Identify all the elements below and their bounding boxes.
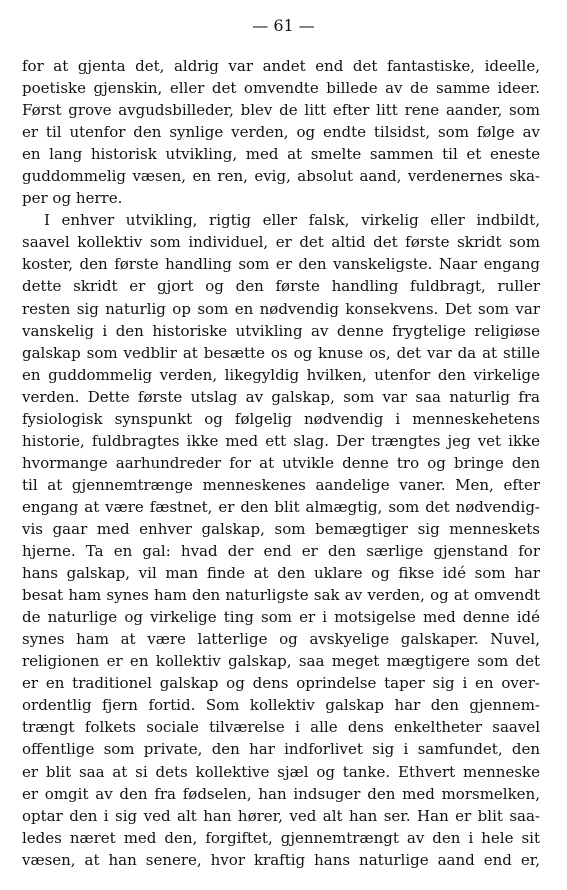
text-line: hjerne. Ta en gal: hvad der end er den særlige gjenstand for	[22, 542, 540, 561]
text-line: guddommelig væsen, en ren, evig, absolut aand, verdenernes ska-	[22, 167, 540, 186]
text-line: trængt folkets sociale tilværelse i alle dens enkeltheter saavel	[22, 718, 540, 737]
text-line: synes ham at være latterlige og avskyelige galskaper. Nuvel,	[22, 630, 540, 649]
text-line: fysiologisk synspunkt og følgelig nødvendig i menneskehetens	[22, 409, 540, 428]
text-line: Først grove avgudsbilleder, blev de litt efter litt rene aander, som	[22, 101, 540, 120]
text-line: engang at være fæstnet, er den blit almægtig, som det nødvendig-	[22, 497, 540, 516]
text-line: besat ham synes ham den naturligste sak av verden, og at omvendt	[22, 586, 540, 605]
text-line: er omgit av den fra fødselen, han indsuger den med morsmelken,	[22, 784, 540, 803]
text-line: en guddommelig verden, likegyldig hvilken, utenfor den virkelige	[22, 365, 540, 384]
text-line: ledes næret med den, forgiftet, gjennemtrængt av den i hele sit	[22, 828, 540, 847]
text-line: en lang historisk utvikling, med at smelte sammen til et eneste	[22, 145, 540, 164]
text-line: vis gaar med enhver galskap, som bemægtiger sig menneskets	[22, 519, 540, 538]
text-line: hvormange aarhundreder for at utvikle denne tro og bringe den	[22, 453, 540, 472]
text-line: for at gjenta det, aldrig var andet end det fantastiske, ideelle,	[22, 57, 540, 75]
text-line: verden. Dette første utslag av galskap, som var saa naturlig fra	[22, 387, 540, 406]
text-line: I enhver utvikling, rigtig eller falsk, virkelig eller indbildt,	[44, 211, 540, 230]
text-line: er blit saa at si dets kollektive sjæl og tanke. Ethvert menneske	[22, 762, 540, 781]
text-line: de naturlige og virkelige ting som er i motsigelse med denne idé	[22, 608, 540, 627]
text-line: religionen er en kollektiv galskap, saa meget mægtigere som det	[22, 652, 540, 671]
text-line: væsen, at han senere, hvor kraftig hans naturlige aand end er,	[22, 850, 540, 869]
text-line: hans galskap, vil man finde at den uklare og fikse idé som har	[22, 564, 540, 583]
text-line: optar den i sig ved alt han hører, ved alt han ser. Han er blit saa-	[22, 806, 540, 825]
text-line: koster, den første handling som er den vanskeligste. Naar engang	[22, 255, 540, 274]
text-line: poetiske gjenskin, eller det omvendte billede av de samme ideer.	[22, 79, 540, 98]
text-line: vanskelig i den historiske utvikling av denne frygtelige religiøse	[22, 321, 540, 340]
text-line: dette skridt er gjort og den første handling fuldbragt, ruller	[22, 277, 540, 296]
text-line: offentlige som private, den har indforlivet sig i samfundet, den	[22, 740, 540, 759]
page-number: — 61 —	[252, 16, 315, 35]
text-line: per og herre.	[22, 189, 123, 208]
text-line: resten sig naturlig op som en nødvendig konsekvens. Det som var	[22, 299, 540, 318]
paragraph-2	[22, 209, 540, 870]
text-line: ordentlig fjern fortid. Som kollektiv galskap har den gjennem-	[22, 696, 540, 715]
text-line: galskap som vedblir at besætte os og knuse os, det var da at stille	[22, 343, 540, 362]
paragraph-1	[22, 55, 540, 209]
text-line: historie, fuldbragtes ikke med ett slag. Der trængtes jeg vet ikke	[22, 431, 540, 450]
text-line: er en traditionel galskap og dens oprindelse taper sig i en over-	[22, 674, 540, 693]
text-line: saavel kollektiv som individuel, er det altid det første skridt som	[22, 233, 540, 252]
text-line: til at gjennemtrænge menneskenes aandelige vaner. Men, efter	[22, 475, 540, 494]
text-line: er til utenfor den synlige verden, og endte tilsidst, som følge av	[22, 123, 540, 142]
body-text	[22, 55, 540, 871]
